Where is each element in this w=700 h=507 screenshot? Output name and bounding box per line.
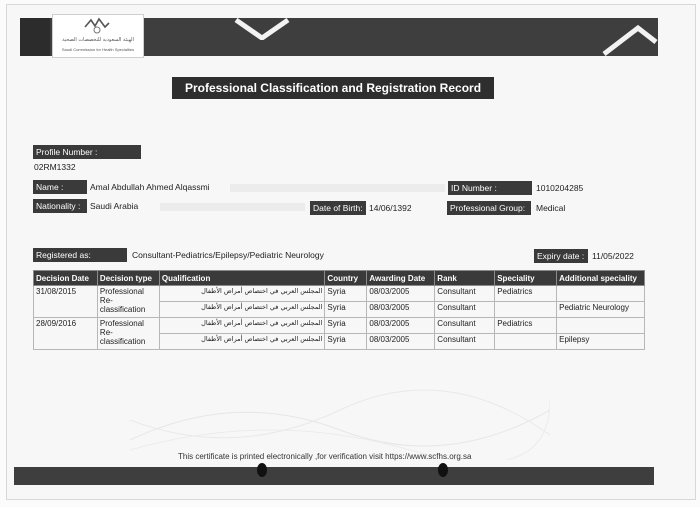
expiry-date-value: 11/05/2022: [592, 251, 634, 261]
country-cell: Syria: [325, 318, 367, 334]
qualification-cell: المجلس العربي في اختصاص أمراض الأطفال: [159, 302, 325, 318]
profile-number-value: 02RM1332: [34, 162, 76, 172]
guilloche-watermark: [130, 380, 550, 460]
rank-cell: Consultant: [435, 334, 495, 350]
registered-as-value: Consultant-Pediatrics/Epilepsy/Pediatric Neurology: [132, 250, 324, 260]
expiry-date-label: Expiry date :: [534, 249, 588, 263]
speciality-cell: [495, 334, 557, 350]
qualification-cell: المجلس العربي في اختصاص أمراض الأطفال: [159, 286, 325, 302]
decision-type-cell: Professional Re-classification: [97, 318, 159, 350]
country-cell: Syria: [325, 334, 367, 350]
column-header: Decision Date: [34, 271, 98, 286]
table-header-row: [34, 271, 645, 286]
professional-group-value: Medical: [536, 203, 566, 213]
classification-table: [33, 270, 645, 350]
additional-speciality-cell: Epilepsy: [557, 334, 645, 350]
column-header: Decision type: [97, 271, 159, 286]
additional-speciality-cell: [557, 286, 645, 302]
qualification-cell: المجلس العربي في اختصاص أمراض الأطفال: [159, 334, 325, 350]
country-cell: Syria: [325, 286, 367, 302]
speciality-cell: Pediatrics: [495, 286, 557, 302]
country-cell: Syria: [325, 302, 367, 318]
additional-speciality-cell: [557, 318, 645, 334]
dob-label: Date of Birth:: [310, 201, 366, 215]
column-header: Qualification: [159, 271, 325, 286]
rank-cell: Consultant: [435, 286, 495, 302]
additional-speciality-cell: Pediatric Neurology: [557, 302, 645, 318]
scfhs-logo: [52, 14, 144, 58]
speciality-cell: Pediatrics: [495, 318, 557, 334]
faded-bar: [160, 203, 305, 211]
decision-date-cell: 28/09/2016: [34, 318, 98, 350]
verification-notice: This certificate is printed electronically ,for verification visit https://www.scfhs.org.sa: [178, 452, 472, 461]
footer-band: [14, 467, 654, 485]
awarding-date-cell: 08/03/2005: [367, 286, 435, 302]
logo-mark-icon: [83, 17, 111, 35]
nationality-value: Saudi Arabia: [90, 201, 139, 211]
header-chevron-decoration: [234, 18, 290, 40]
awarding-date-cell: 08/03/2005: [367, 318, 435, 334]
qualification-cell: المجلس العربي في اختصاص أمراض الأطفال: [159, 318, 325, 334]
name-value: Amal Abdullah Ahmed Alqassmi: [90, 182, 210, 192]
faded-bar: [230, 184, 445, 192]
table-row: [34, 318, 645, 334]
profile-number-label: Profile Number :: [33, 145, 141, 159]
punch-hole-right: [438, 463, 448, 477]
column-header: Additional speciality: [557, 271, 645, 286]
awarding-date-cell: 08/03/2005: [367, 302, 435, 318]
name-label: Name :: [33, 180, 87, 194]
dob-value: 14/06/1392: [369, 203, 412, 213]
decision-date-cell: 31/08/2015: [34, 286, 98, 318]
nationality-label: Nationality :: [33, 199, 87, 213]
registered-as-label: Registered as:: [33, 248, 127, 262]
awarding-date-cell: 08/03/2005: [367, 334, 435, 350]
column-header: Speciality: [495, 271, 557, 286]
id-number-value: 1010204285: [536, 183, 584, 193]
professional-group-label: Professional Group:: [447, 201, 531, 215]
speciality-cell: [495, 302, 557, 318]
table-row: [34, 286, 645, 302]
decision-type-cell: Professional Re-classification: [97, 286, 159, 318]
page-title: Professional Classification and Registration Record: [172, 77, 494, 99]
id-number-label: ID Number :: [448, 181, 532, 195]
logo-arabic-text: الهيئة السعودية للتخصصات الصحية: [62, 37, 134, 43]
punch-hole-left: [257, 463, 267, 477]
column-header: Awarding Date: [367, 271, 435, 286]
rank-cell: Consultant: [435, 318, 495, 334]
column-header: Country: [325, 271, 367, 286]
header-arrow-decoration: [600, 22, 658, 56]
column-header: Rank: [435, 271, 495, 286]
logo-english-text: Saudi Commission for Health Specialties: [61, 47, 135, 52]
rank-cell: Consultant: [435, 302, 495, 318]
